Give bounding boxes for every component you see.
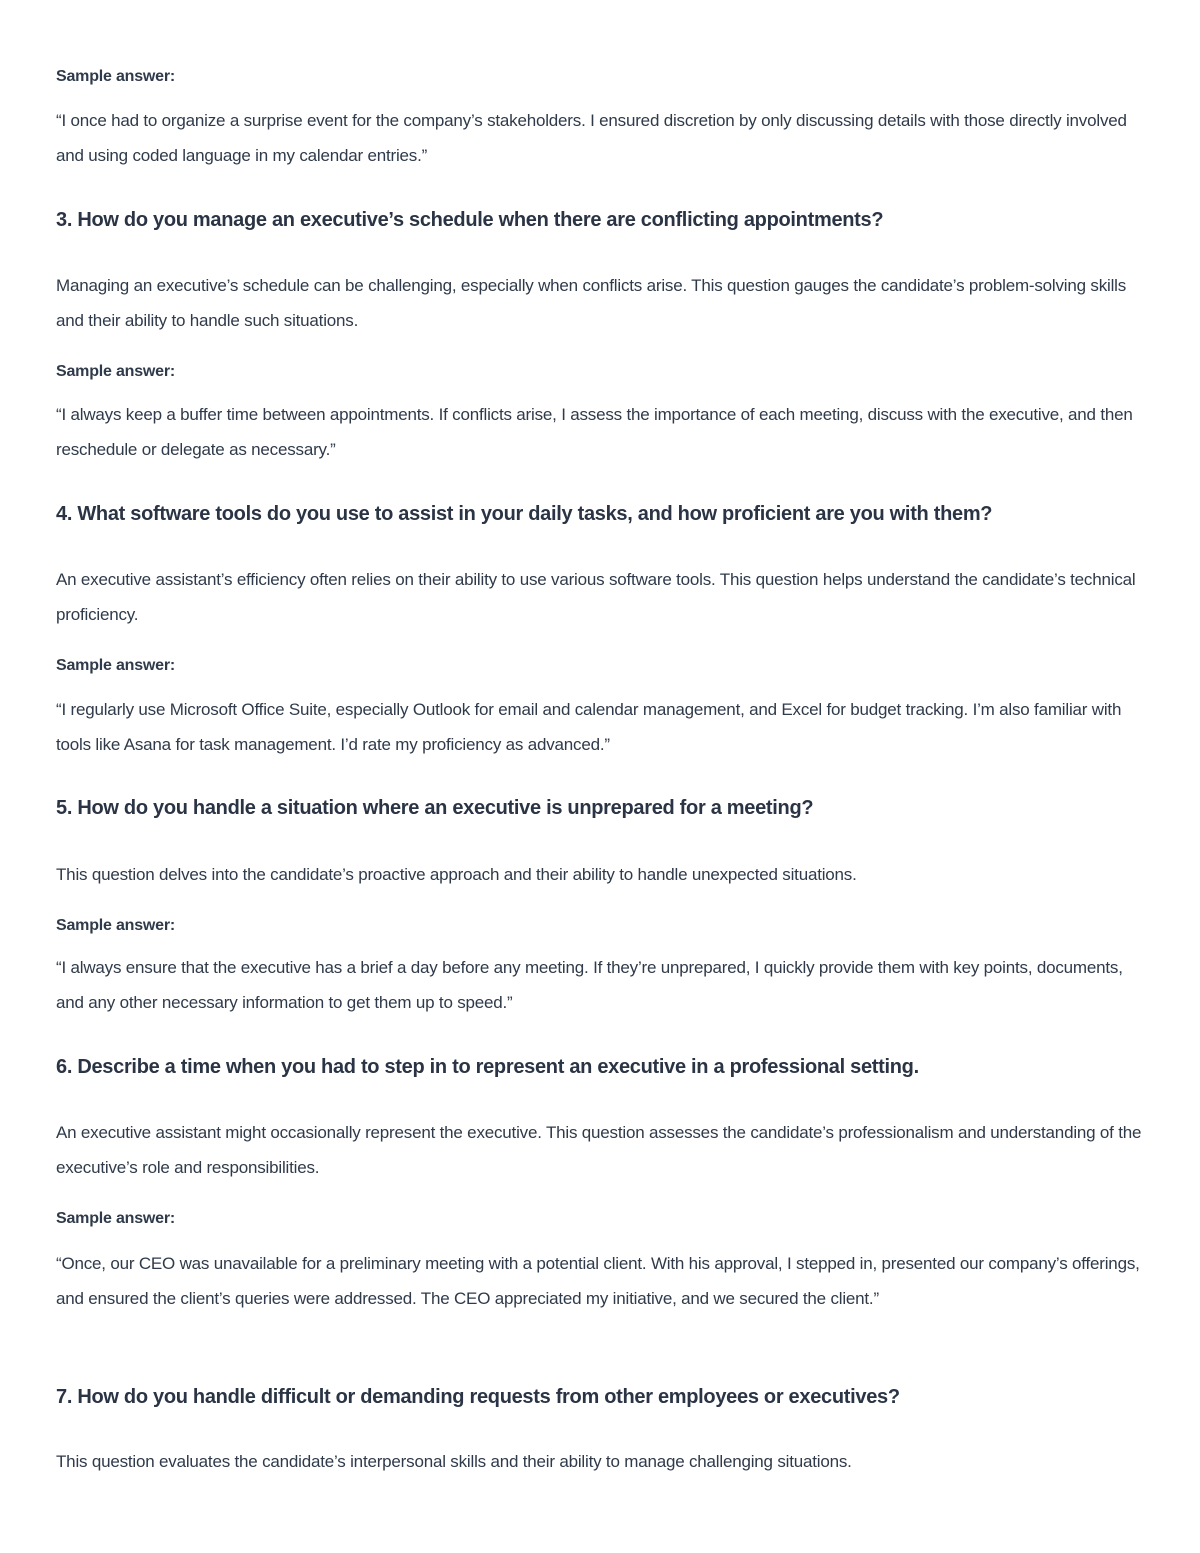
question-description-5: This question delves into the candidate’s proactive approach and their ability to handle unexpected situations. bbox=[56, 865, 857, 884]
question-heading-6: 6. Describe a time when you had to step in to represent an executive in a professional setting. bbox=[56, 1056, 919, 1078]
question-description-6: An executive assistant might occasionally represent the executive. This question assesses the candidate’s professionalism and understanding of the executive’s role and responsibilities. bbox=[56, 1123, 1142, 1177]
question-heading-3: 3. How do you manage an executive’s schedule when there are conflicting appointments? bbox=[56, 209, 884, 231]
sample-answer-label: Sample answer: bbox=[56, 68, 176, 85]
sample-answer-text: “I regularly use Microsoft Office Suite, especially Outlook for email and calendar management, and Excel for budget tracking. I’m also familiar with tools like Asana for task management. I’d rate my proficiency as advanced.” bbox=[56, 700, 1122, 754]
sample-answer-label: Sample answer: bbox=[56, 363, 176, 380]
sample-answer-label: Sample answer: bbox=[56, 917, 176, 934]
sample-answer-text: “I always keep a buffer time between appointments. If conflicts arise, I assess the importance of each meeting, discuss with the executive, and then reschedule or delegate as necessary.” bbox=[56, 405, 1133, 459]
question-description-7: This question evaluates the candidate’s interpersonal skills and their ability to manage challenging situations. bbox=[56, 1452, 852, 1471]
sample-answer-label: Sample answer: bbox=[56, 657, 176, 674]
question-heading-4: 4. What software tools do you use to assist in your daily tasks, and how proficient are you with them? bbox=[56, 503, 993, 525]
sample-answer-label: Sample answer: bbox=[56, 1210, 176, 1227]
sample-answer-text: “I always ensure that the executive has a brief a day before any meeting. If they’re unprepared, I quickly provide them with key points, documents, and any other necessary information to get them up to speed.” bbox=[56, 958, 1123, 1012]
question-heading-7: 7. How do you handle difficult or demanding requests from other employees or executives? bbox=[56, 1386, 900, 1408]
question-description-4: An executive assistant’s efficiency often relies on their ability to use various software tools. This question helps understand the candidate’s technical proficiency. bbox=[56, 570, 1136, 624]
question-description-3: Managing an executive’s schedule can be challenging, especially when conflicts arise. This question gauges the candidate’s problem-solving skills and their ability to handle such situations. bbox=[56, 276, 1127, 330]
sample-answer-text: “Once, our CEO was unavailable for a preliminary meeting with a potential client. With his approval, I stepped in, presented our company’s offerings, and ensured the client’s queries were addressed. The CEO appreciated my initiative, and we secured the client.” bbox=[56, 1254, 1140, 1308]
question-heading-5: 5. How do you handle a situation where an executive is unprepared for a meeting? bbox=[56, 797, 814, 819]
sample-answer-text: “I once had to organize a surprise event for the company’s stakeholders. I ensured discretion by only discussing details with those directly involved and using coded language in my calendar entries.” bbox=[56, 111, 1127, 165]
